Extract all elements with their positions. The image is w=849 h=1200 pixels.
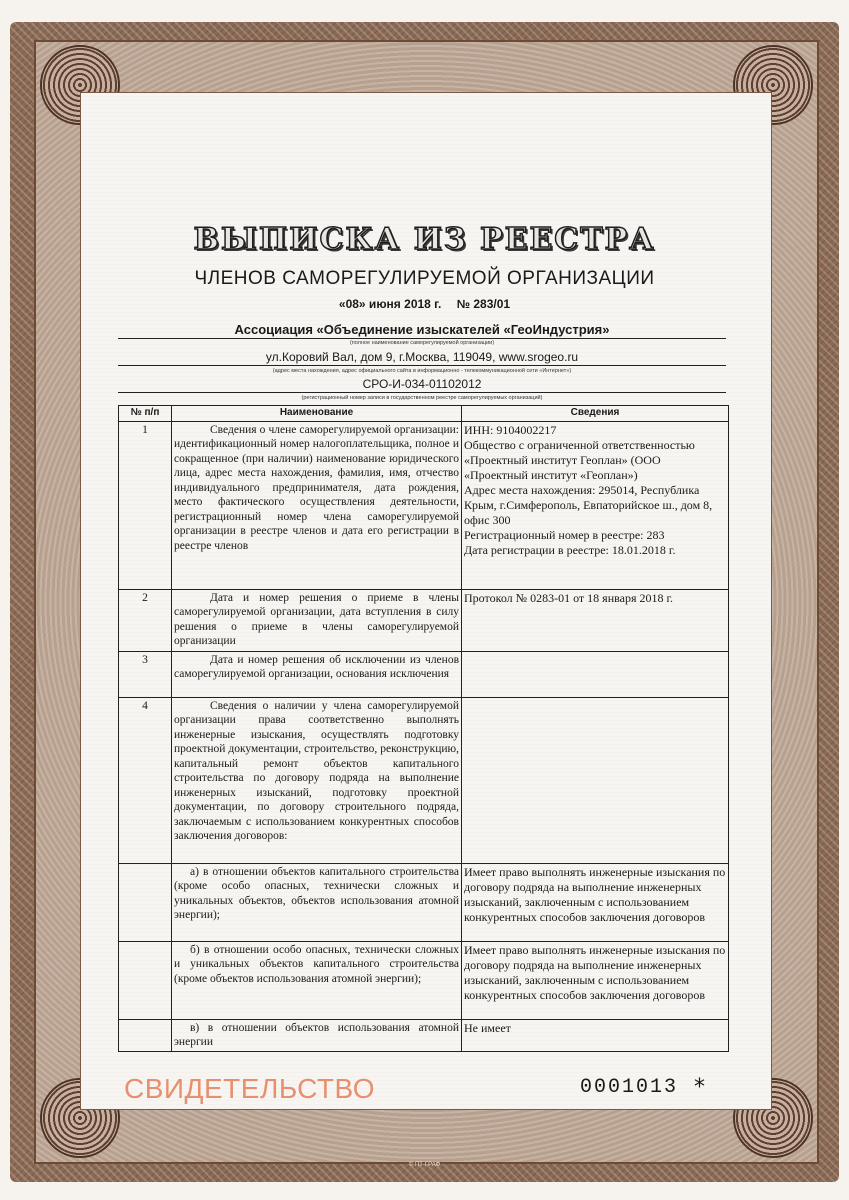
document-subtitle: ЧЛЕНОВ САМОРЕГУЛИРУЕМОЙ ОРГАНИЗАЦИИ (194, 268, 655, 289)
row-name: в) в отношении объектов использования атомной энергии (172, 1019, 462, 1051)
row-value: Не имеет (462, 1019, 729, 1051)
table-row (119, 651, 729, 697)
organization-address-caption: (адрес места нахождения, адрес официального сайта в информационно - телекоммуникационной сети «Интернет») (272, 368, 572, 374)
table-row (119, 589, 729, 651)
date-number-line (0, 297, 849, 311)
column-header-name: Наименование (172, 406, 462, 422)
row-name: Сведения о наличии у члена саморегулируемой организации права соответственно выполнять инженерные изыскания, осуществлять подготовку проектной документации, строительство, реконструкцию, капитальный ремонт объектов капитального строительства по договору подряда на выполнение инженерных изысканий, подготовку проектной документации, по договору строительного подряда, заключаемым с использованием конкурентных способов заключения договоров: (172, 697, 462, 863)
printer-mark: © ПТ-ГРАФ (408, 1162, 441, 1168)
row-value (462, 421, 729, 589)
row-name: Сведения о члене саморегулируемой организации: идентификационный номер налогоплательщика, полное и сокращенное (при наличии) наименование юридического лица, адрес места нахождения, фамилия, имя, отчество индивидуального предпринимателя, дата рождения, место фактического осуществления деятельности, регистрационный номер члена саморегулируемой организации в реестре членов и дата его регистрации в реестре членов (172, 421, 462, 589)
row-number: 3 (119, 651, 172, 697)
table-row (119, 421, 729, 589)
table-row (119, 697, 729, 863)
serial-number: 0001013 (580, 1076, 679, 1099)
row-value: Протокол № 0283-01 от 18 января 2018 г. (462, 589, 729, 651)
row-value (462, 697, 729, 863)
row-number (119, 1019, 172, 1051)
column-header-number: № п/п (119, 406, 172, 422)
registry-table (118, 405, 729, 1052)
row-name: а) в отношении объектов капитального строительства (кроме особо опасных, технически сложных и уникальных объектов, объектов использования атомной энергии); (172, 863, 462, 941)
organization-name: Ассоциация «Объединение изыскателей «ГеоИндустрия» (118, 322, 726, 339)
issue-date: «08» июня 2018 г. (338, 297, 442, 311)
organization-address: ул.Коровий Вал, дом 9, г.Москва, 119049, www.srogeo.ru (118, 350, 726, 366)
row-number (119, 863, 172, 941)
organization-name-caption: (полное наименование саморегулируемой организации) (349, 340, 495, 346)
row-name: б) в отношении особо опасных, технически сложных и уникальных объектов капитального строительства (кроме объектов использования атомной энергии); (172, 941, 462, 1019)
member-name: Общество с ограниченной ответственностью «Проектный институт Геоплан» (ООО «Проектный институт «Геоплан») (464, 437, 695, 482)
column-header-value: Сведения (462, 406, 729, 422)
table-row (119, 1019, 729, 1051)
row-number: 2 (119, 589, 172, 651)
row-value: Имеет право выполнять инженерные изыскания по договору подряда на выполнение инженерных изысканий, заключенным с использованием конкурентных способов заключения договоров (462, 941, 729, 1019)
member-reg-number: Регистрационный номер в реестре: 283 (464, 527, 665, 542)
table-row (119, 863, 729, 941)
asterisk-icon: * (694, 1075, 705, 1100)
row-value (462, 651, 729, 697)
member-address: Адрес места нахождения: 295014, Республика Крым, г.Симферополь, Евпаторийское ш., дом 8, офис 300 (464, 482, 713, 527)
table-row (119, 941, 729, 1019)
row-number: 4 (119, 697, 172, 863)
certificate-watermark-word: СВИДЕТЕЛЬСТВО (124, 1073, 375, 1104)
row-name: Дата и номер решения о приеме в члены саморегулируемой организации, дата вступления в силу решения о приеме в члены саморегулируемой организации (172, 589, 462, 651)
row-name: Дата и номер решения об исключении из членов саморегулируемой организации, основания исключения (172, 651, 462, 697)
member-inn: ИНН: 9104002217 (464, 422, 557, 437)
organization-reg-caption: (регистрационный номер записи в государственном реестре саморегулируемых организаций) (301, 395, 543, 401)
document-title: ВЫПИСКА ИЗ РЕЕСТРА (193, 222, 656, 257)
table-header-row (119, 406, 729, 422)
issue-number: № 283/01 (456, 297, 511, 311)
row-number: 1 (119, 421, 172, 589)
member-reg-date: Дата регистрации в реестре: 18.01.2018 г. (464, 542, 676, 557)
organization-reg-number: СРО-И-034-01102012 (118, 377, 726, 393)
row-number (119, 941, 172, 1019)
row-value: Имеет право выполнять инженерные изыскания по договору подряда на выполнение инженерных изысканий, заключенным с использованием конкурентных способов заключения договоров (462, 863, 729, 941)
